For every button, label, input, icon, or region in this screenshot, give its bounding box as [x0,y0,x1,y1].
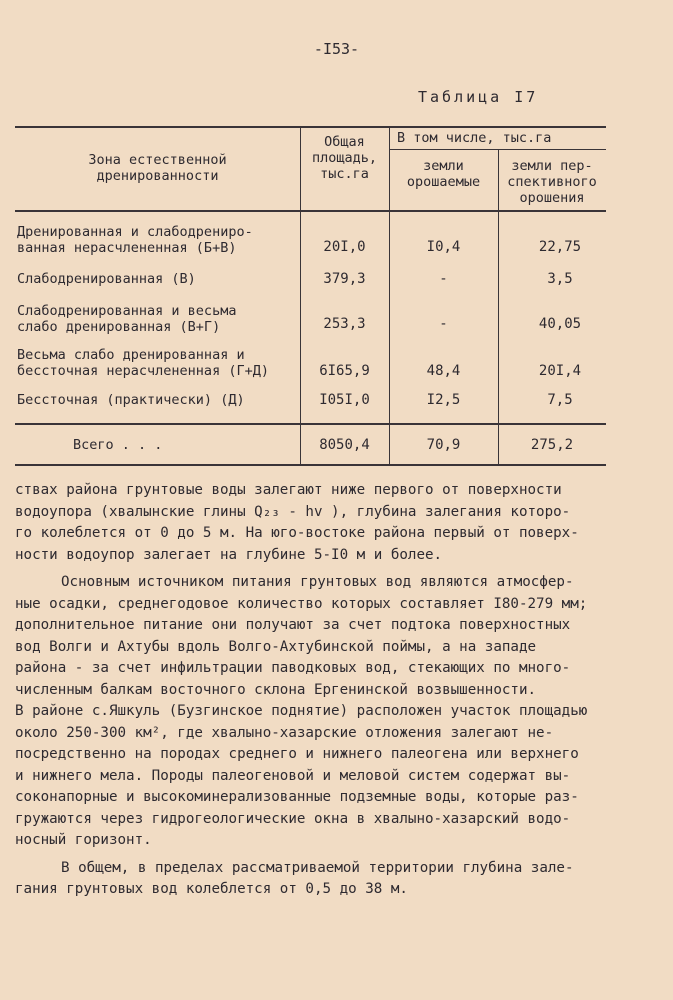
text-line: носный горизонт. [15,832,152,848]
row-prospective-value: 3,5 [547,271,573,287]
table-caption: Таблица I7 [418,88,539,106]
text-line: ности водоупор залегает на глубине 5-I0 м и более. [15,546,443,563]
row-irrigated-value: - [439,271,448,287]
text-line: го колеблется от 0 до 5 м. На юго-востоке района первый от поверх- [15,525,579,541]
text-line: гружаются через гидрогеологические окна в хвалыно-хазарский водо- [15,810,571,827]
page-number: -I53- [313,40,360,58]
table-row-name: Бессточная (практически) (Д) [17,392,245,408]
text-line: и нижнего мела. Породы палеогеновой и меловой систем содержат вы- [15,767,571,784]
row-total-value: 20I,0 [323,239,366,255]
text-line: В общем, в пределах рассматриваемой территории глубина зале- [61,859,574,876]
row-total-value: 6I65,9 [319,363,370,379]
total-prospective-value: 275,2 [530,437,574,453]
row-prospective-value: 40,05 [538,316,582,332]
header-zone: Зона естественной дренированности [88,152,227,184]
row-irrigated-value: - [439,316,448,332]
text-line: вод Волги и Ахтубы вдоль Волго-Ахтубинской поймы, а на западе [15,638,537,655]
text-line: ствах района грунтовые воды залегают ниже первого от поверхности [15,482,562,498]
text-line: В районе с.Яшкуль (Бузгинское поднятие) расположен участок площадью [15,703,588,719]
header-total-area: Общая площадь, тыс.га [311,134,378,182]
total-irrigated-value: 70,9 [426,437,461,453]
header-prospective: земли пер- спективного орошения [507,158,597,206]
row-total-value: 379,3 [323,271,366,287]
body-text [15,480,665,901]
text-line: численным балкам восточного склона Ергенинской возвышенности. [15,681,537,698]
row-total-value: I05I,0 [319,392,370,408]
row-irrigated-value: 48,4 [426,363,461,379]
text-line: района - за счет инфильтрации паводковых вод, стекающих по много- [15,660,571,676]
row-irrigated-value: I0,4 [426,239,461,255]
text-line: водоупора (хвалынские глины Q₂₃ - hv ), глубина залегания которо- [15,503,571,520]
row-prospective-value: 20I,4 [538,363,582,379]
row-total-value: 253,3 [323,316,366,332]
table-row-name: Слабодренированная (В) [17,271,196,287]
data-table [15,126,606,466]
text-line: ные осадки, среднегодовое количество которых составляет I80-279 мм; [15,595,588,612]
row-irrigated-value: I2,5 [426,392,461,408]
row-prospective-value: 7,5 [547,392,573,408]
table-row-name: Весьма слабо дренированная и бессточная нерасчлененная (Г+Д) [17,347,269,379]
table-row-name: Дренированная и слабодрениро- ванная нерасчлененная (Б+В) [17,224,253,256]
total-row-label: Всего . . . [73,437,163,453]
total-area-value: 8050,4 [319,437,370,453]
row-prospective-value: 22,75 [538,239,582,255]
text-line: около 250-300 км², где хвалыно-хазарские отложения залегают не- [15,724,554,741]
text-line: Основным источником питания грунтовых вод являются атмосфер- [61,574,574,590]
text-line: гания грунтовых вод колеблется от 0,5 до 38 м. [15,881,408,897]
text-line: посредственно на породах среднего и нижнего палеогена или верхнего [15,746,579,762]
text-line: дополнительное питание они получают за счет подтока поверхностных [15,617,571,633]
header-including: В том числе, тыс.га [397,130,552,146]
text-line: соконапорные и высокоминерализованные подземные воды, которые раз- [15,789,579,805]
header-irrigated: земли орошаемые [406,158,481,190]
table-row-name: Слабодренированная и весьма слабо дренированная (В+Г) [17,303,237,335]
